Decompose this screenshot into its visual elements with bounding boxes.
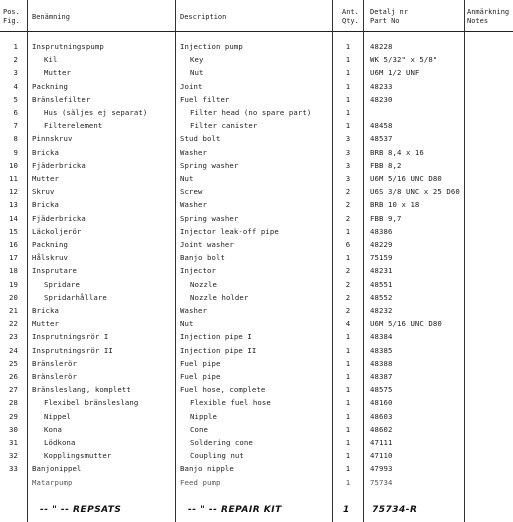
row-benamning: Insprutningsrör II <box>32 346 113 355</box>
row-description: Nut <box>180 319 194 328</box>
row-pos: 31 <box>9 438 18 447</box>
row-pos: 19 <box>9 280 18 289</box>
row-benamning: Packning <box>32 82 68 91</box>
row-qty: 1 <box>345 121 351 130</box>
row-description: Washer <box>180 148 207 157</box>
row-description: Banjo nipple <box>180 464 234 473</box>
row-benamning: Mutter <box>32 174 59 183</box>
row-part-no: 47993 <box>370 464 393 473</box>
column-divider <box>464 0 465 522</box>
row-qty: 4 <box>345 319 351 328</box>
row-benamning: Filterelement <box>44 121 103 130</box>
header-notes: Notes <box>467 17 489 25</box>
row-pos: 25 <box>9 359 18 368</box>
row-qty: 1 <box>345 464 351 473</box>
row-qty: 1 <box>345 55 351 64</box>
header-detalj-nr: Detalj nr <box>370 8 408 16</box>
row-description: Nut <box>190 68 204 77</box>
row-part-no: BRB 10 x 18 <box>370 200 420 209</box>
row-part-no: U6S 3/8 UNC x 25 D60 <box>370 187 460 196</box>
row-description: Fuel filter <box>180 95 230 104</box>
row-pos: 32 <box>9 451 18 460</box>
row-pos: 16 <box>9 240 18 249</box>
row-pos: 27 <box>9 385 18 394</box>
row-description: Nozzle <box>190 280 217 289</box>
row-description: Filter canister <box>190 121 258 130</box>
row-part-no: 48575 <box>370 385 393 394</box>
row-qty: 1 <box>345 68 351 77</box>
handwritten-part-no: 75734-R <box>372 505 418 515</box>
row-pos: 23 <box>9 332 18 341</box>
row-pos: 18 <box>9 266 18 275</box>
row-part-no: 47110 <box>370 451 393 460</box>
row-benamning: Mutter <box>32 319 59 328</box>
row-pos: 14 <box>9 214 18 223</box>
row-benamning: Flexibel bränsleslang <box>44 398 139 407</box>
row-benamning: Fjäderbricka <box>32 161 86 170</box>
row-description: Injector leak-off pipe <box>180 227 279 236</box>
row-benamning: Bränsleslang, komplett <box>32 385 131 394</box>
row-qty: 2 <box>345 266 351 275</box>
row-benamning: Kopplingsmutter <box>44 451 112 460</box>
row-part-no: 48387 <box>370 372 393 381</box>
row-part-no: U6M 5/16 UNC D80 <box>370 174 442 183</box>
row-benamning: Banjonippel <box>32 464 82 473</box>
row-description: Washer <box>180 200 207 209</box>
row-description: Soldering cone <box>190 438 253 447</box>
row-description: Cone <box>190 425 208 434</box>
row-qty: 3 <box>345 134 351 143</box>
row-description: Nipple <box>190 412 217 421</box>
row-pos: 6 <box>13 108 18 117</box>
row-qty: 2 <box>345 306 351 315</box>
row-description: Joint <box>180 82 203 91</box>
row-pos: 22 <box>9 319 18 328</box>
row-part-no: 48537 <box>370 134 393 143</box>
row-benamning: Insprutningspump <box>32 42 104 51</box>
row-part-no: 75159 <box>370 253 393 262</box>
row-benamning: Lödkona <box>44 438 76 447</box>
row-benamning: Insprutningsrör I <box>32 332 109 341</box>
row-benamning: Läckoljerör <box>32 227 82 236</box>
row-qty: 1 <box>345 332 351 341</box>
row-part-no: 48386 <box>370 227 393 236</box>
row-benamning: Pinnskruv <box>32 134 73 143</box>
handwritten-repsats: -- " -- REPSATS <box>40 505 122 515</box>
row-benamning: Bricka <box>32 306 59 315</box>
row-benamning: Spridare <box>44 280 80 289</box>
row-part-no: BRB 8,4 x 16 <box>370 148 424 157</box>
row-benamning: Bricka <box>32 200 59 209</box>
row-benamning: Nippel <box>44 412 71 421</box>
row-benamning: Insprutare <box>32 266 77 275</box>
row-part-no: 48384 <box>370 332 393 341</box>
row-part-no: FBB 9,7 <box>370 214 402 223</box>
row-pos: 24 <box>9 346 18 355</box>
handwritten-qty: 1 <box>343 505 350 515</box>
row-qty: 1 <box>345 253 351 262</box>
header-part-no: Part No <box>370 17 400 25</box>
row-pos: 5 <box>13 95 18 104</box>
row-qty: 1 <box>345 478 351 487</box>
row-part-no: U6M 5/16 UNC D80 <box>370 319 442 328</box>
row-qty: 3 <box>345 148 351 157</box>
row-pos: 30 <box>9 425 18 434</box>
row-part-no: 48385 <box>370 346 393 355</box>
header-fig: Fig. <box>3 17 20 25</box>
row-pos: 1 <box>13 42 18 51</box>
row-qty: 1 <box>345 438 351 447</box>
row-benamning: Skruv <box>32 187 55 196</box>
row-part-no: 48388 <box>370 359 393 368</box>
row-pos: 2 <box>13 55 18 64</box>
row-pos: 17 <box>9 253 18 262</box>
row-qty: 1 <box>345 451 351 460</box>
row-pos: 3 <box>13 68 18 77</box>
header-rule <box>0 31 513 32</box>
row-description: Injection pump <box>180 42 243 51</box>
row-description: Key <box>190 55 204 64</box>
row-qty: 2 <box>345 214 351 223</box>
header-ant: Ant. <box>342 8 359 16</box>
row-part-no: 48231 <box>370 266 393 275</box>
row-pos: 4 <box>13 82 18 91</box>
header-description: Description <box>180 13 227 21</box>
row-qty: 1 <box>345 108 351 117</box>
row-pos: 26 <box>9 372 18 381</box>
row-description: Spring washer <box>180 161 239 170</box>
handwritten-repair-kit: -- " -- REPAIR KIT <box>188 505 282 515</box>
row-pos: 9 <box>13 148 18 157</box>
row-description: Fuel pipe <box>180 359 221 368</box>
row-pos: 21 <box>9 306 18 315</box>
row-description: Flexible fuel hose <box>190 398 271 407</box>
row-qty: 1 <box>345 425 351 434</box>
row-qty: 1 <box>345 95 351 104</box>
row-benamning: Matarpump <box>32 478 73 487</box>
row-qty: 1 <box>345 398 351 407</box>
row-description: Washer <box>180 306 207 315</box>
column-divider <box>363 0 364 522</box>
row-benamning: Bränslefilter <box>32 95 91 104</box>
column-divider <box>175 0 176 522</box>
row-benamning: Mutter <box>44 68 71 77</box>
row-part-no: 48229 <box>370 240 393 249</box>
row-part-no: U6M 1/2 UNF <box>370 68 420 77</box>
row-description: Nut <box>180 174 194 183</box>
row-description: Feed pump <box>180 478 221 487</box>
row-qty: 1 <box>345 346 351 355</box>
row-description: Fuel pipe <box>180 372 221 381</box>
row-benamning: Kil <box>44 55 58 64</box>
row-qty: 1 <box>345 42 351 51</box>
row-description: Injector <box>180 266 216 275</box>
row-pos: 13 <box>9 200 18 209</box>
row-part-no: 48602 <box>370 425 393 434</box>
row-description: Banjo bolt <box>180 253 225 262</box>
row-benamning: Bricka <box>32 148 59 157</box>
row-qty: 1 <box>345 372 351 381</box>
row-pos: 28 <box>9 398 18 407</box>
row-pos: 20 <box>9 293 18 302</box>
row-qty: 1 <box>345 227 351 236</box>
row-part-no: 48233 <box>370 82 393 91</box>
row-description: Filter head (no spare part) <box>190 108 312 117</box>
header-pos: Pos. <box>3 8 20 16</box>
row-part-no: FBB 8,2 <box>370 161 402 170</box>
row-qty: 3 <box>345 174 351 183</box>
row-qty: 6 <box>345 240 351 249</box>
row-benamning: Kona <box>44 425 62 434</box>
row-qty: 1 <box>345 412 351 421</box>
row-pos: 10 <box>9 161 18 170</box>
row-qty: 3 <box>345 161 351 170</box>
row-part-no: 48228 <box>370 42 393 51</box>
row-pos: 11 <box>9 174 18 183</box>
row-part-no: 75734 <box>370 478 393 487</box>
row-benamning: Spridarhållare <box>44 293 107 302</box>
row-pos: 33 <box>9 464 18 473</box>
row-description: Injection pipe II <box>180 346 257 355</box>
row-description: Spring washer <box>180 214 239 223</box>
row-description: Fuel hose, complete <box>180 385 266 394</box>
row-part-no: 47111 <box>370 438 393 447</box>
row-pos: 29 <box>9 412 18 421</box>
row-benamning: Bränslerör <box>32 372 77 381</box>
row-qty: 1 <box>345 359 351 368</box>
row-qty: 2 <box>345 200 351 209</box>
header-anmarkning: Anmärkning <box>467 8 510 16</box>
row-pos: 12 <box>9 187 18 196</box>
row-benamning: Fjäderbricka <box>32 214 86 223</box>
row-description: Stud bolt <box>180 134 221 143</box>
row-benamning: Packning <box>32 240 68 249</box>
row-part-no: 48603 <box>370 412 393 421</box>
row-part-no: WK 5/32" x 5/8" <box>370 55 438 64</box>
row-benamning: Hus (säljes ej separat) <box>44 108 148 117</box>
row-qty: 2 <box>345 293 351 302</box>
row-description: Joint washer <box>180 240 234 249</box>
header-benamning: Benämning <box>32 13 70 21</box>
column-divider <box>27 0 28 522</box>
row-part-no: 48458 <box>370 121 393 130</box>
row-description: Coupling nut <box>190 451 244 460</box>
row-pos: 8 <box>13 134 18 143</box>
row-description: Injection pipe I <box>180 332 252 341</box>
row-qty: 2 <box>345 187 351 196</box>
row-benamning: Bränslerör <box>32 359 77 368</box>
row-qty: 1 <box>345 385 351 394</box>
row-part-no: 48230 <box>370 95 393 104</box>
row-description: Nozzle holder <box>190 293 249 302</box>
row-pos: 15 <box>9 227 18 236</box>
row-qty: 2 <box>345 280 351 289</box>
row-benamning: Hålskruv <box>32 253 68 262</box>
row-part-no: 48160 <box>370 398 393 407</box>
row-description: Screw <box>180 187 203 196</box>
row-qty: 1 <box>345 82 351 91</box>
row-part-no: 48551 <box>370 280 393 289</box>
row-pos: 7 <box>13 121 18 130</box>
row-part-no: 48552 <box>370 293 393 302</box>
header-qty: Qty. <box>342 17 359 25</box>
row-part-no: 48232 <box>370 306 393 315</box>
